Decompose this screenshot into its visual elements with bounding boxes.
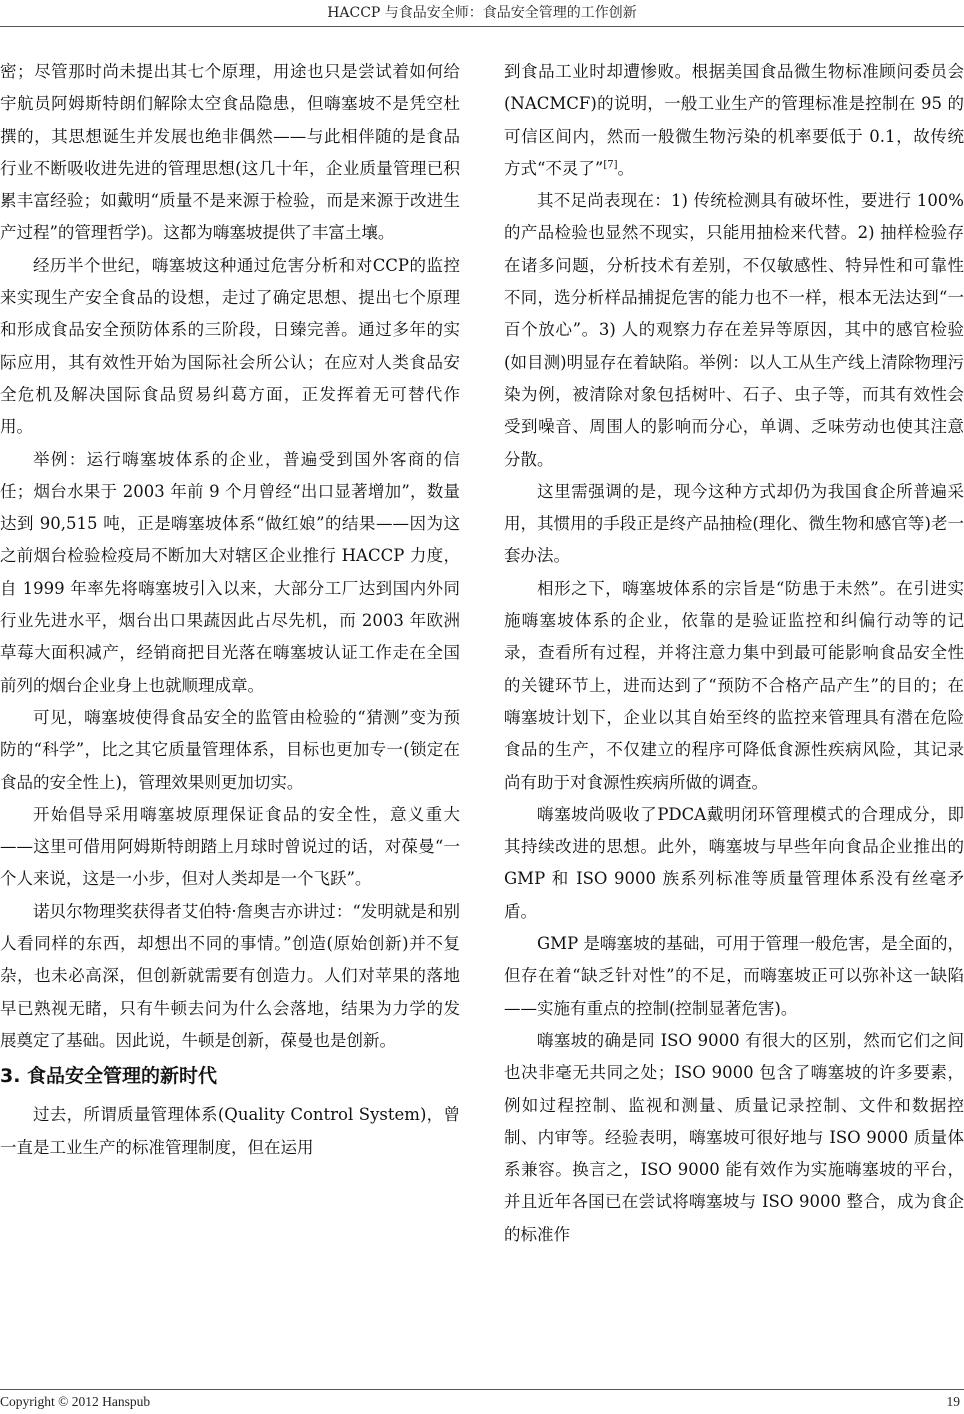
paragraph: 过去，所谓质量管理体系(Quality Control System)，曾一直是工业生产的标准管理制度，但在运用: [0, 1105, 460, 1157]
right-column: [504, 56, 964, 1251]
left-column: [0, 56, 460, 1164]
paragraph: 嗨塞坡的确是同 ISO 9000 有很大的区别，然而它们之间也决非毫无共同之处；ISO 9000 包含了嗨塞坡的许多要素，例如过程控制、监视和测量、质量记录控制、文件和数据控制、内审等。经验表明，嗨塞坡可很好地与 ISO 9000 质量体系兼容。换言之，ISO 9000 能有效作为实施嗨塞坡的平台，并且近年各国已在尝试将嗨塞坡与 ISO 9000 整合，成为食企的标准作: [504, 1030, 964, 1244]
running-header: HACCP 与食品安全师：食品安全管理的工作创新: [327, 5, 637, 21]
paragraph: 其不足尚表现在：1) 传统检测具有破坏性，要进行 100%的产品检验也显然不现实，只能用抽检来代替。2) 抽样检验存在诸多问题，分析技术有差别，不仅敏感性、特异性和可靠性不同，选分析样品捕捉危害的能力也不一样，根本无法达到“一百个放心”。3) 人的观察力存在差异等原因，其中的感官检验(如目测)明显存在着缺陷。举例：以人工从生产线上清除物理污染为例，被清除对象包括树叶、石子、虫子等，而其有效性会受到噪音、周围人的影响而分心，单调、乏味劳动也使其注意分散。: [504, 191, 964, 469]
paragraph: 诺贝尔物理奖获得者艾伯特·詹奥吉亦讲过：“发明就是和别人看同样的东西，却想出不同的事情。”创造(原始创新)并不复杂，也未必高深，但创新就需要有创造力。人们对苹果的落地早已熟视无睹，只有牛顿去问为什么会落地，结果为力学的发展奠定了基础。因此说，牛顿是创新，葆曼也是创新。: [0, 901, 460, 1050]
paragraph: 这里需强调的是，现今这种方式却仍为我国食企所普遍采用，其惯用的手段正是终产品抽检(理化、微生物和感官等)老一套办法。: [504, 481, 964, 566]
paragraph: 开始倡导采用嗨塞坡原理保证食品的安全性，意义重大——这里可借用阿姆斯特朗踏上月球时曾说过的话，对葆曼“一个人来说，这是一小步，但对人类却是一个飞跃”。: [0, 804, 460, 889]
section-heading: 3. 食品安全管理的新时代: [0, 1065, 218, 1088]
paragraph-text: 到食品工业时却遭惨败。根据美国食品微生物标准顾问委员会(NACMCF)的说明，一般工业生产的管理标准是控制在 95 的可信区间内，然而一般微生物污染的机率要低于 0.1，故传统方式“不灵了”: [504, 62, 964, 178]
paragraph: 密；尽管那时尚未提出其七个原理，用途也只是尝试着如何给宇航员阿姆斯特朗们解除太空食品隐患，但嗨塞坡不是凭空杜撰的，其思想诞生并发展也绝非偶然——与此相伴随的是食品行业不断吸收进先进的管理思想(这几十年，企业质量管理已积累丰富经验；如戴明“质量不是来源于检验，而是来源于改进生产过程”的管理哲学)。这都为嗨塞坡提供了丰富土壤。: [0, 62, 460, 243]
citation-ref: [7]: [603, 159, 618, 171]
paragraph: 相形之下，嗨塞坡体系的宗旨是“防患于未然”。在引进实施嗨塞坡体系的企业，依靠的是验证监控和纠偏行动等的记录，查看所有过程，并将注意力集中到最可能影响食品安全性的关键环节上，进而达到了“预防不合格产品产生”的目的；在嗨塞坡计划下，企业以其自始至终的监控来管理具有潜在危险食品的生产，不仅建立的程序可降低食源性疾病风险，其记录尚有助于对食源性疾病所做的调查。: [504, 578, 964, 792]
paragraph: [504, 56, 964, 185]
footer-rule: [0, 1389, 964, 1390]
header-rule: [0, 26, 964, 27]
copyright-notice: Copyright © 2012 Hanspub: [0, 1394, 151, 1409]
paragraph: GMP 是嗨塞坡的基础，可用于管理一般危害，是全面的，但存在着“缺乏针对性”的不足，而嗨塞坡正可以弥补这一缺陷——实施有重点的控制(控制显著危害)。: [504, 934, 964, 1018]
paragraph-end: 。: [617, 158, 635, 178]
paragraph: 经历半个世纪，嗨塞坡这种通过危害分析和对CCP的监控来实现生产安全食品的设想，走过了确定思想、提出七个原理和形成食品安全预防体系的三阶段，日臻完善。通过多年的实际应用，其有效性开始为国际社会所公认；在应对人类食品安全危机及解决国际食品贸易纠葛方面，正发挥着无可替代作用。: [0, 255, 460, 437]
page-number: 19: [946, 1394, 960, 1409]
paragraph: 举例：运行嗨塞坡体系的企业，普遍受到国外客商的信任；烟台水果于 2003 年前 9 个月曾经“出口显著增加”，数量达到 90,515 吨，正是嗨塞坡体系“做红娘”的结果——因为这之前烟台检验检疫局不断加大对辖区企业推行 HACCP 力度，自 1999 年率先将嗨塞坡引入以来，大部分工厂达到国内外同行业先进水平，烟台出口果蔬因此占尽先机，而 2003 年欧洲草莓大面积减产，经销商把目光落在嗨塞坡认证工作走在全国前列的烟台企业身上也就顺理成章。: [0, 449, 460, 695]
paragraph: 嗨塞坡尚吸收了PDCA戴明闭环管理模式的合理成分，即其持续改进的思想。此外，嗨塞坡与早些年向食品企业推出的 GMP 和 ISO 9000 族系列标准等质量管理体系没有丝毫矛盾。: [504, 804, 964, 921]
paragraph: 可见，嗨塞坡使得食品安全的监管由检验的“猜测”变为预防的“科学”，比之其它质量管理体系，目标也更加专一(锁定在食品的安全性上)，管理效果则更加切实。: [0, 707, 460, 792]
